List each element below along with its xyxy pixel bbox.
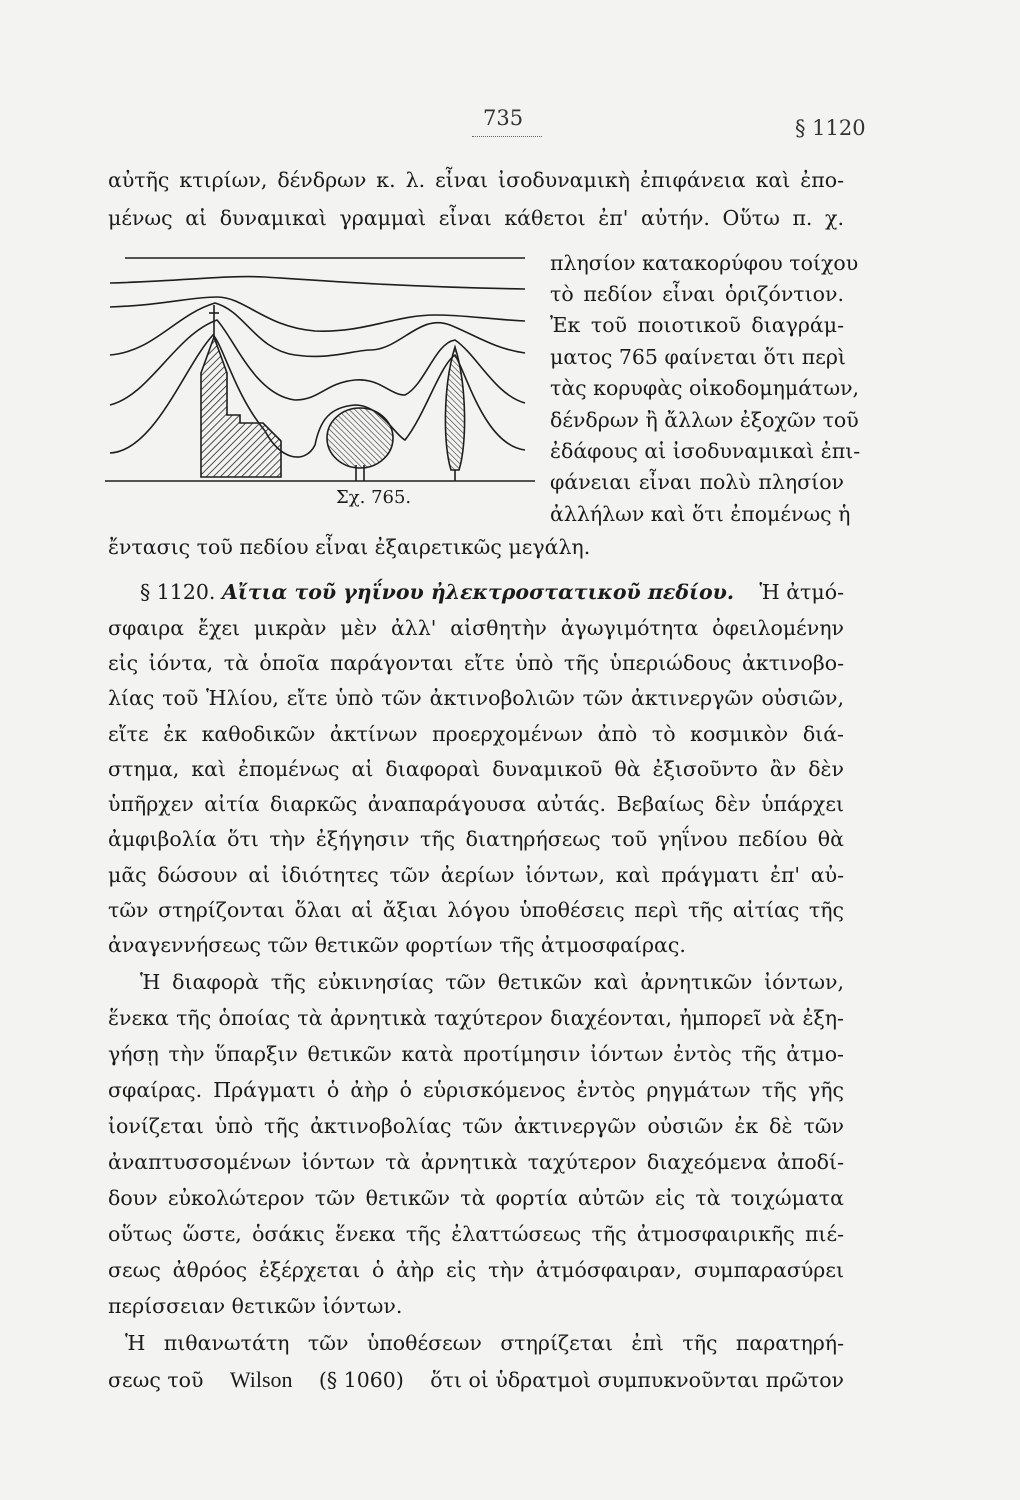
text-line: ἀναγεννήσεως τῶν θετικῶν φορτίων τῆς ἀτμοσφαίρας. — [108, 933, 686, 957]
text-line: μᾶς δώσουν αἱ ἰδιότητες τῶν ἀερίων ἰόντων, καὶ πράγματι ἐπ' αὐ- — [108, 863, 844, 887]
running-section-ref: § 1120 — [795, 116, 866, 140]
equipotential-lines — [105, 258, 535, 481]
text-line: σφαιρα ἔχει μικρὰν μὲν ἀλλ' αἰσθητὴν ἀγωγιμότητα ὀφειλομένην — [108, 616, 844, 640]
text-line: ἀμφιβολία ὅτι τὴν ἐξήγησιν τῆς διατηρήσεως τοῦ γηΐνου πεδίου θὰ — [108, 827, 844, 851]
text-line: Ἐκ τοῦ ποιοτικοῦ διαγράμ- — [550, 313, 844, 337]
text-line: πλησίον κατακορύφου τοίχου — [550, 251, 859, 275]
equipotential-diagram — [105, 245, 535, 510]
text-line: εἰς ἰόντα, τὰ ὁποῖα παράγονται εἴτε ὑπὸ τῆς ὑπεριώδους ἀκτινοβο- — [108, 651, 844, 675]
text-line: τῶν στηρίζονται ὅλαι αἱ ἄξιαι λόγου ὑποθέσεις περὶ τῆς αἰτίας τῆς — [108, 898, 844, 922]
text-line: οὕτως ὥστε, ὁσάκις ἕνεκα τῆς ἐλαττώσεως τῆς ἀτμοσφαιρικῆς πιέ- — [108, 1222, 844, 1246]
text-line: Ἡ πιθανωτάτη τῶν ὑποθέσεων στηρίζεται ἐπὶ τῆς παρατηρή- — [125, 1331, 844, 1355]
text-line: εἴτε ἐκ καθοδικῶν ἀκτίνων προερχομένων ἀπὸ τὸ κοσμικὸν διά- — [108, 722, 844, 746]
equipotential-line — [110, 303, 525, 356]
text-line: ἔντασις τοῦ πεδίου εἶναι ἐξαιρετικῶς μεγάλη. — [108, 535, 591, 559]
page-number: 735 — [483, 106, 524, 130]
text-line: Ἡ διαφορὰ τῆς εὐκινησίας τῶν θετικῶν καὶ ἀρνητικῶν ἰόντων, — [140, 970, 844, 994]
text-fragment: ὅτι οἱ ὑδρατμοὶ συμπυκνοῦνται πρῶτον — [430, 1368, 844, 1392]
equipotential-line — [110, 277, 525, 289]
person-name: Wilson — [229, 1367, 293, 1392]
text-line: ὑπῆρχεν αἰτία διαρκῶς ἀναπαράγουσα αὐτάς. Βεβαίως δὲν ὑπάρχει — [108, 792, 844, 816]
text-line: σφαίρας. Πράγματι ὁ ἀὴρ ὁ εὑρισκόμενος ἐντὸς ρηγμάτων τῆς γῆς — [108, 1078, 844, 1102]
text-line: περίσσειαν θετικῶν ἰόντων. — [108, 1294, 403, 1318]
text-line: μένως αἱ δυναμικαὶ γραμμαὶ εἶναι κάθετοι ἐπ' αὐτήν. Οὕτω π. χ. — [108, 206, 844, 230]
section-cross-ref: (§ 1060) — [318, 1368, 404, 1392]
text-line: φάνειαι εἶναι πολὺ πλησίον — [550, 470, 844, 494]
text-line: αὐτῆς κτιρίων, δένδρων κ. λ. εἶναι ἰσοδυναμικὴ ἐπιφάνεια καὶ ἐπο- — [108, 168, 844, 192]
text-line: τὰς κορυφὰς οἰκοδομημάτων, — [550, 376, 860, 400]
section-heading-continuation: Ἡ ἀτμό- — [759, 580, 844, 604]
page-header — [0, 100, 1020, 140]
text-line: ἕνεκα τῆς ὁποίας τὰ ἀρνητικὰ ταχύτερον διαχέονται, ἠμπορεῖ νὰ ἐξη- — [108, 1006, 844, 1030]
text-line: ἀλλήλων καὶ ὅτι ἐπομένως ἡ — [550, 502, 851, 526]
text-line: στημα, καὶ ἐπομένως αἱ διαφοραὶ δυναμικοῦ θὰ ἐξισοῦντο ἂν δὲν — [108, 757, 844, 781]
text-line: ματος 765 φαίνεται ὅτι περὶ — [550, 345, 846, 369]
section-number: § 1120. — [140, 580, 216, 604]
section-heading — [140, 572, 844, 612]
text-fragment: σεως τοῦ — [108, 1368, 204, 1392]
text-line: δένδρων ἢ ἄλλων ἐξοχῶν τοῦ — [550, 408, 859, 432]
text-line: σεως ἀθρόος ἐξέρχεται ὁ ἀὴρ εἰς τὴν ἀτμόσφαιραν, συμπαρασύρει — [108, 1258, 844, 1282]
text-line: ἰονίζεται ὑπὸ τῆς ἀκτινοβολίας τῶν ἀκτινεργῶν οὐσιῶν ἐκ δὲ τῶν — [108, 1114, 844, 1138]
page-number-underline — [472, 136, 542, 139]
text-line: τὸ πεδίον εἶναι ὁριζόντιον. — [550, 282, 844, 306]
text-line: ἐδάφους αἱ ἰσοδυναμικαὶ ἐπι- — [550, 439, 861, 463]
text-line: ἀναπτυσσομένων ἰόντων τὰ ἀρνητικὰ ταχύτερον διαχεόμενα ἀποδί- — [108, 1150, 844, 1174]
church-building — [201, 305, 281, 477]
text-line — [108, 1360, 844, 1400]
section-title: Αἴτια τοῦ γηΐνου ἠλεκτροστατικοῦ πεδίου. — [222, 580, 734, 604]
figure-caption: Σχ. 765. — [330, 487, 417, 508]
text-line: λίας τοῦ Ἡλίου, εἴτε ὑπὸ τῶν ἀκτινοβολιῶν τῶν ἀκτινεργῶν οὐσιῶν, — [108, 686, 844, 710]
round-tree — [327, 408, 393, 481]
text-line: γήσῃ τὴν ὕπαρξιν θετικῶν κατὰ προτίμησιν ἰόντων ἐντὸς τῆς ἀτμο- — [108, 1042, 844, 1066]
text-line: δουν εὐκολώτερον τῶν θετικῶν τὰ φορτία αὐτῶν εἰς τὰ τοιχώματα — [108, 1186, 844, 1210]
